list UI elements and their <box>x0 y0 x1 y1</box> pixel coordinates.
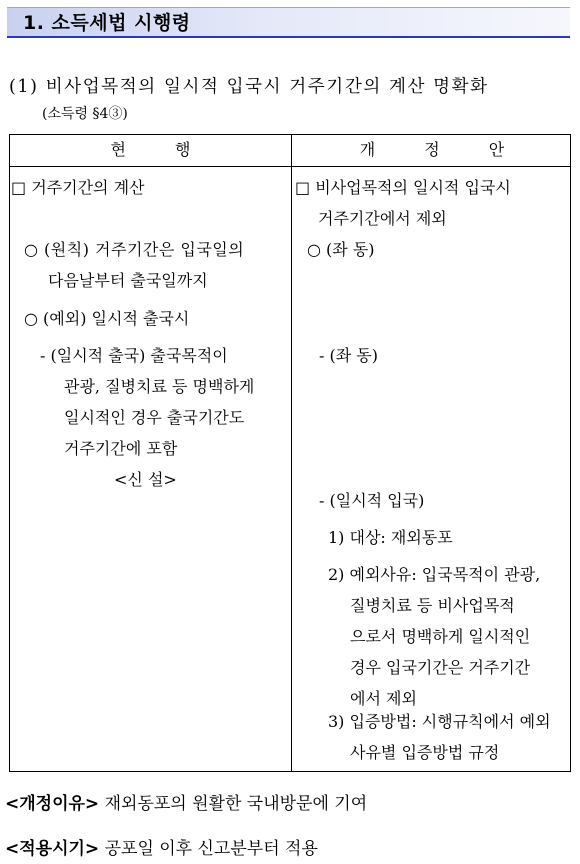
section-banner <box>7 7 570 38</box>
table-header-row <box>10 135 570 167</box>
current-sub-line-1: - (일시적 출국) 출국목적이 <box>40 346 228 365</box>
proposed-new-sub: - (일시적 입국) <box>319 491 425 510</box>
revision-reason-label: <개정이유> <box>5 794 100 814</box>
proposed-point-2-line-1: 2) 예외사유: 입국목적이 관광, <box>328 565 541 584</box>
proposed-point-2-line-3: 으로서 명백하게 일시적인 <box>350 627 531 646</box>
proposed-item-title-line-2: 거주기간에서 제외 <box>318 209 447 228</box>
current-exception: ○ (예외) 일시적 출국시 <box>24 309 190 328</box>
column-divider <box>291 135 292 771</box>
proposed-point-2-line-2: 질병치료 등 비사업목적 <box>350 596 515 615</box>
comparison-table <box>9 134 571 772</box>
current-principle-line-2: 다음날부터 출국일까지 <box>48 271 208 290</box>
proposed-point-3-line-1: 3) 입증방법: 시행규칙에서 예외 <box>328 712 551 731</box>
proposed-point-1: 1) 대상: 재외동포 <box>328 528 453 547</box>
proposed-point-3-line-2: 사유별 입증방법 규정 <box>350 743 500 762</box>
current-sub-line-3: 일시적인 경우 출국기간도 <box>64 408 245 427</box>
section-heading: (1) 비사업목적의 일시적 입국시 거주기간의 계산 명확화 <box>9 77 489 97</box>
proposed-point-2-line-5: 에서 제외 <box>350 689 417 708</box>
current-item-title: □ 거주기간의 계산 <box>11 178 145 197</box>
current-principle-line-1: ○ (원칙) 거주기간은 입국일의 <box>24 240 245 259</box>
banner-title: 1. 소득세법 시행령 <box>23 12 191 34</box>
current-sub-line-4: 거주기간에 포함 <box>64 439 178 458</box>
effective-date-text: 공포일 이후 신고분부터 적용 <box>104 839 318 859</box>
current-new-note: <신 설> <box>114 470 177 489</box>
revision-reason-text: 재외동포의 원활한 국내방문에 기여 <box>104 794 368 814</box>
effective-date <box>5 837 318 861</box>
revision-reason <box>5 792 367 816</box>
header-proposed: 개 정 안 <box>359 140 527 159</box>
proposed-sub-same: - (좌 동) <box>319 346 378 365</box>
proposed-principle: ○ (좌 동) <box>307 240 375 259</box>
section-reference: (소득령 §4③) <box>42 106 128 122</box>
current-sub-line-2: 관광, 질병치료 등 명백하게 <box>64 377 255 396</box>
header-current: 현 행 <box>110 140 213 159</box>
proposed-item-title-line-1: □ 비사업목적의 일시적 입국시 <box>295 178 511 197</box>
proposed-point-2-line-4: 경우 입국기간은 거주기간 <box>350 658 531 677</box>
effective-date-label: <적용시기> <box>5 839 100 859</box>
